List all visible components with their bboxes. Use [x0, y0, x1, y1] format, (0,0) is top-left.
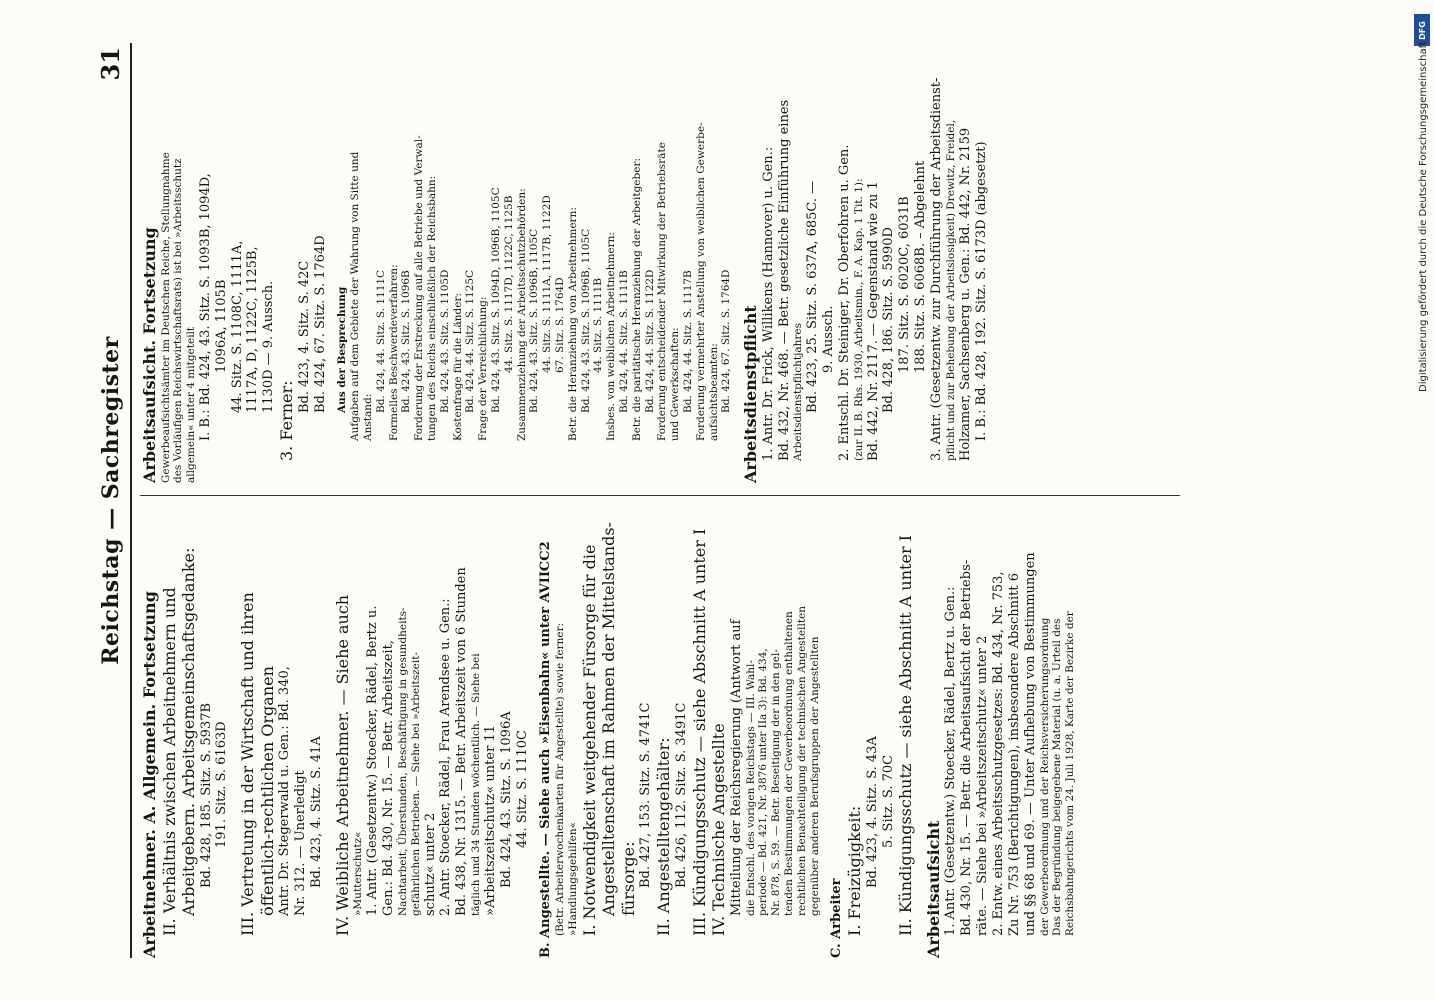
digitization-credit: Digitalisierung gefördert durch die Deutsche Forschungsgemeinschaft - — [1418, 34, 1429, 392]
index-entry-line: des Vorläufigen Reichswirtschaftsrats) ist bei »Arbeitsschutz — [172, 158, 185, 483]
index-entry-line: Betr. die paritätische Heranziehung der Arbeitgeber: — [630, 157, 643, 441]
index-entry-line: Bd. 432, Nr. 468. — Betr. gesetzliche Einführung eines — [776, 99, 792, 461]
index-entry-line: Betr. die Heranziehung von Arbeitnehmern: — [566, 207, 579, 441]
index-entry-line: Kostenfrage für die Länder: — [451, 292, 464, 441]
index-entry-line: 44. Sitz. S. 1111A, 1117B, 1122D — [541, 195, 554, 373]
spacer — [821, 518, 829, 958]
index-entry-line: »Arbeitszeitschutz« unter 11 — [482, 725, 498, 916]
index-entry-line: C. Arbeiter — [829, 878, 845, 958]
index-entry-line: Frage der Verreichlichung: — [477, 296, 490, 441]
index-entry-line: II. Verhältnis zwischen Arbeitnehmern und — [159, 587, 179, 936]
index-entry-line: periode — Bd. 421, Nr. 3876 unter IIa 3): Bd. 434, — [757, 648, 770, 916]
index-entry-line: Gewerbeaufsichtsämter im Deutschen Reiche, Stellungnahme — [159, 152, 172, 483]
index-entry-line: Zusammenziehung der Arbeitsschutzbehörden: — [515, 188, 528, 441]
index-entry-line: Forderung der Erstreckung auf alle Betriebe und Verwal- — [413, 135, 426, 441]
index-entry-line: I. B.: Bd. 428, 192. Sitz. S. 6173D (abgesetzt) — [973, 141, 989, 441]
index-entry-line: Bd. 428, 185. Sitz. S. 5937B — [198, 702, 214, 888]
index-entry-line: Antr. Dr. Stegerwald u. Gen.: Bd. 340, — [277, 666, 293, 916]
index-entry-line: 1. Antr. (Gesetzentw.) Stoecker, Rädel, Bertz u. Gen.: — [943, 586, 959, 936]
index-entry-line: Bd. 438, Nr. 1315. — Betr. Arbeitszeit von 6 Stunden — [454, 567, 470, 916]
index-entry-line: Arbeitsdienstpflicht — [741, 305, 761, 483]
index-entry-line: der Gewerbeordnung und der Reichsversicherungsordnung — [1038, 617, 1051, 936]
index-entry-line: 44. Sitz. S. 1111B — [592, 278, 605, 373]
index-entry-line: Bd. 424, 43. Sitz. S. 1094D, 1096B, 1105C — [490, 187, 502, 413]
index-entry-line: B. Angestellte. — Siehe auch »Eisenbahn« unter AVIICC2 — [538, 541, 554, 958]
index-entry-line: Bd. 424, 43. Sitz. S. 1105D — [438, 269, 451, 413]
index-entry-line: und Gewerkschaften: — [669, 327, 682, 441]
index-entry-line: Bd. 426, 112. Sitz. S. 3491C — [673, 702, 689, 888]
spacer — [733, 43, 741, 483]
index-entry-line: aufsichtsbeamten: — [707, 343, 720, 441]
index-entry-line: Das der Begründung beigegebene Material (u. a. Urteil des — [1051, 618, 1064, 936]
index-entry-line: Aus der Besprechung — [336, 286, 349, 413]
index-entry-line: Aufgaben auf dem Gebiete der Wahrung von Sitte und — [349, 151, 362, 441]
index-entry-line: 191. Sitz. S. 6163D — [214, 721, 230, 848]
index-entry-line: die Entschl. des vorigen Reichstags — III. Wahl- — [744, 660, 757, 916]
index-entry-line: 1. Antr. Dr. Frick, Willikens (Hannover) u. Gen.: — [760, 146, 776, 461]
index-entry-line: Bd. 424, 44. Sitz. S. 1125C — [464, 269, 477, 413]
index-entry-line: I. B.: Bd. 424, 43. Sitz. S. 1093B, 1094D, — [197, 173, 213, 441]
index-entry-line: Bd. 424, 43. Sitz. S. 1096A — [498, 711, 514, 888]
index-entry-line: und §§ 68 und 69. — Unter Aufhebung von Bestimmungen — [1022, 552, 1038, 936]
index-entry-line: Arbeitgebern. Arbeitsgemeinschaftsgedanke: — [179, 547, 199, 916]
index-entry-line: Arbeitsaufsicht. Fortsetzung — [140, 227, 159, 483]
index-entry-line: (zur II. B. Rhs. 1930, Arbeitsmin., F. A. Kap. 1 Tit. 1): — [852, 178, 865, 461]
index-entry-line: 5. Sitz. S. 70C — [880, 754, 896, 848]
index-entry-line: IV. Technische Angestellte — [709, 723, 729, 936]
index-entry-line: gegenüber anderen Berufsgruppen der Angestellten — [808, 636, 821, 916]
index-entry-line: Bd. 424, 43. Sitz. S. 1096B, 1105C — [579, 228, 592, 413]
index-entry-line: Bd. 427, 153. Sitz. S. 4741C — [638, 702, 654, 888]
index-entry-line: I. Notwendigkeit weitgehender Fürsorge für die — [579, 544, 599, 936]
index-entry-line: öffentlich-rechtlichen Organen — [257, 666, 277, 916]
index-entry-line: III. Kündigungsschutz — siehe Abschnitt A unter I — [689, 528, 709, 936]
index-entry-line: 188. Sitz. S. 6068B. – Abgelehnt — [913, 160, 929, 373]
index-entry-line: Bd. 424, 44. Sitz. S. 1111C — [374, 269, 387, 413]
index-entry-line: III. Vertretung in der Wirtschaft und ihren — [238, 592, 258, 936]
index-entry-line: »Handlungsgehilfen« — [567, 821, 580, 936]
right-column — [140, 43, 1180, 496]
index-entry-line: Bd. 424, 43. Sitz. S. 1096B, 1105C — [528, 228, 541, 413]
index-entry-line: Arbeitsaufsicht — [923, 820, 943, 958]
index-entry-line: schutz« unter 2 — [422, 812, 438, 916]
index-entry-line: Angestelltenschaft im Rahmen der Mittelstands- — [599, 522, 619, 916]
index-entry-line: 44. Sitz. S. 1108C, 1111A, — [229, 240, 245, 413]
index-entry-line: 2. Entw. eines Arbeitsschutzgesetzes: Bd. 434, Nr. 753, — [991, 571, 1007, 936]
index-entry-line: Forderung vermehrter Anstellung von weiblichen Gewerbe- — [694, 122, 707, 441]
index-entry-line: fürsorge: — [618, 841, 638, 916]
index-entry-line: rechtlichen Benachteiligung der technischen Angestellten — [795, 605, 808, 916]
index-entry-line: II. Angestelltengehälter: — [654, 737, 674, 936]
index-entry-line: 187. Sitz. S. 6020C, 6031B — [897, 196, 913, 373]
dfg-logo-text: DFG — [1417, 20, 1427, 40]
index-entry-line: gefährlichen Betrieben. — Siehe bei »Arbeitszeit- — [409, 652, 422, 916]
index-entry-line: Bd. 423, 4. Sitz. S. 42C — [296, 260, 312, 413]
index-entry-line: Zu Nr. 753 (Berichtigungen), insbesondere Abschnitt 6 — [1006, 573, 1022, 936]
index-entry-line: tenden Bestimmungen der Gewerbeordnung enthaltenen — [782, 611, 795, 916]
spacer — [530, 518, 538, 958]
index-entry-line: pflicht und zur Behebung der Arbeitslosigkeit) Drewitz, Freidel, — [944, 119, 957, 461]
running-title: Reichstag — Sachregister — [98, 336, 124, 665]
index-entry-line: (Betr. Arbeiterwochenkarten für Angestellte) sowie ferner: — [554, 622, 567, 936]
index-entry-line: 1130D — 9. Aussch. — [261, 280, 277, 413]
index-entry-line: Bd. 424, 44. Sitz. S. 1122D — [643, 269, 656, 413]
spacer — [916, 518, 924, 958]
index-entry-line: 2. Antr. Stoecker, Rädel, Frau Arendsee u. Gen.: — [438, 598, 454, 916]
index-entry-line: 44. Sitz. S. 1110C — [514, 730, 530, 848]
page-number: 31 — [96, 47, 125, 81]
index-entry-line: IV. Weibliche Arbeitnehmer. — Siehe auch — [332, 594, 352, 936]
index-entry-line: allgemein« unter 4 mitgeteilt — [185, 326, 198, 483]
index-entry-line: Anstand: — [362, 393, 375, 441]
index-entry-line: Bd. 424, 67. Sitz. S. 1764D — [720, 269, 733, 413]
index-entry-line: Forderung entscheidender Mitwirkung der Betriebsräte — [656, 142, 669, 441]
index-entry-line: II. Kündigungsschutz — siehe Abschnitt A unter I — [896, 535, 916, 936]
index-entry-line: Bd. 424, 44. Sitz. S. 1117B — [681, 270, 694, 413]
spacer — [328, 43, 336, 483]
index-entry-line: Bd. 424, 44. Sitz. S. 1111B — [617, 270, 630, 413]
index-entry-line: Gen.: Bd. 430, Nr. 15. — Betr. Arbeitszeit, — [381, 640, 397, 916]
page-header — [90, 43, 132, 958]
index-entry-line: 1096A, 1105B — [213, 279, 229, 373]
index-entry-line: Bd. 423, 4. Sitz. S. 43A — [864, 736, 880, 888]
index-entry-line: »Mutterschutz« — [352, 831, 365, 916]
index-entry-line: 1117A, D, 1122C, 1125B, — [245, 246, 261, 413]
left-column — [140, 518, 1180, 958]
index-entry-line: Nr. 312. — Unerledigt — [293, 770, 309, 916]
index-entry-line: 67. Sitz. S. 1764D — [553, 277, 566, 373]
digitization-sidebar — [1412, 8, 1432, 992]
index-entry-line: 44. Sitz. S. 1117D, 1122C, 1125B — [502, 195, 515, 373]
index-entry-line: Bd. 423, 4. Sitz. S. 41A — [309, 736, 325, 888]
index-entry-line: Nachtarbeit, Überstunden, Beschäftigung in gesundheits- — [396, 607, 409, 916]
index-entry-line: Mitteilung der Reichsregierung (Antwort auf — [728, 619, 744, 916]
index-entry-line: Bd. 428, 186. Sitz. S. 5990D — [881, 227, 897, 413]
index-entry-line: 3. Ferner: — [277, 380, 297, 461]
index-entry-line: Bd. 424, 43. Sitz. S. 1096B — [400, 270, 413, 413]
index-entry-line: Bd. 442, Nr. 2117. — Gegenstand wie zu 1 — [865, 181, 881, 461]
index-entry-line: 9. Aussch. — [821, 305, 837, 373]
index-entry-line: 1. Antr. (Gesetzentw.) Stoecker, Rädel, Bertz u. — [365, 605, 381, 916]
index-entry-line: räte. — Siehe bei »Arbeitszeitschutz« unter 2 — [975, 635, 991, 936]
rotated-page-content — [90, 43, 1190, 958]
index-entry-line: täglich und 34 Stunden wöchentlich. — Siehe bei — [470, 653, 483, 916]
index-entry-line: Insbes. von weiblichen Arbeitnehmern: — [605, 232, 618, 441]
index-entry-line: Holzamer, Sachsenberg u. Gen.: Bd. 442, Nr. 2159 — [957, 127, 973, 461]
index-entry-line: Nr. 878, S. 59. — Betr. Beseitigung der in den gel- — [770, 649, 783, 916]
index-entry-line: tungen des Reichs einschließlich der Reichsbahn: — [426, 175, 439, 441]
index-entry-line: Arbeitsdienstpflichtjahres — [792, 322, 805, 461]
index-entry-line: Bd. 424, 67. Sitz. S. 1764D — [312, 235, 328, 413]
spacer — [325, 518, 333, 958]
index-entry-line: Reichsbahngerichts vom 24. Juli 1928, Karte der Bezirke der — [1064, 611, 1077, 936]
spacer — [230, 518, 238, 958]
index-entry-line: Bd. 423, 25. Sitz. S. 637A, 685C. — — [805, 180, 821, 413]
index-entry-line: 2. Entschl. Dr. Steiniger, Dr. Oberfohren u. Gen. — [836, 144, 852, 461]
index-entry-line: 3. Antr. (Gesetzentw. zur Durchführung der Arbeitsdienst- — [928, 77, 944, 461]
index-entry-line: Formelles Beschwerdeverfahren: — [387, 264, 400, 441]
index-entry-line: Arbeitnehmer. A. Allgemein. Fortsetzung — [140, 591, 159, 958]
index-entry-line: Bd. 430, Nr. 15. — Betr. die Arbeitsaufsicht der Betriebs- — [959, 559, 975, 936]
index-entry-line: I. Freizügigkeit: — [845, 805, 865, 936]
